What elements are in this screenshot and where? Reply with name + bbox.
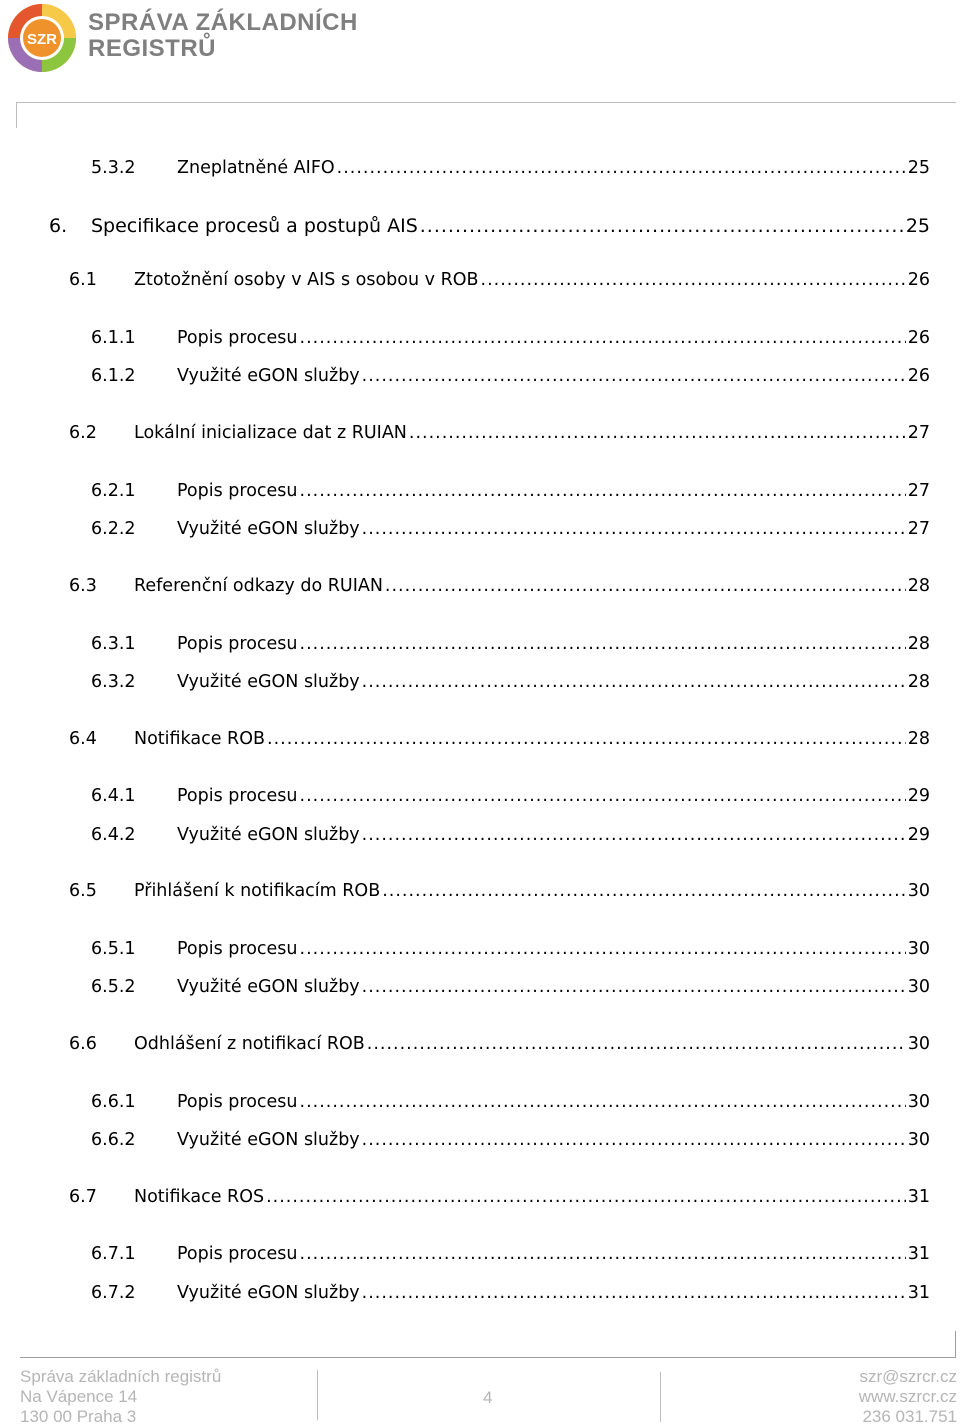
toc-page: 30 [907, 939, 930, 959]
toc-number: 6.1.1 [91, 328, 136, 348]
footer-phone: 236 031.751 [862, 1407, 957, 1426]
toc-entry[interactable] [49, 214, 930, 238]
toc-entry[interactable] [91, 1242, 930, 1266]
toc-number: 6.3.2 [91, 672, 136, 692]
toc-number: 6.4.2 [91, 825, 136, 845]
footer-separator [317, 1370, 318, 1420]
toc-entry[interactable] [91, 1128, 930, 1152]
toc-leader [385, 574, 906, 598]
toc-leader [267, 727, 906, 751]
toc-page: 31 [907, 1283, 930, 1303]
toc-entry[interactable] [69, 1185, 930, 1209]
toc-title: Využité eGON služby [177, 672, 360, 692]
toc-page: 26 [907, 366, 930, 386]
toc-number: 6.4.1 [91, 786, 136, 806]
toc-entry[interactable] [91, 479, 930, 503]
toc-page: 27 [907, 423, 930, 443]
toc-entry[interactable] [69, 574, 930, 598]
toc-number: 6.7.2 [91, 1283, 136, 1303]
toc-leader [300, 632, 906, 656]
toc-leader [300, 937, 906, 961]
toc-entry[interactable] [91, 364, 930, 388]
toc-title: Lokální inicializace dat z RUIAN [134, 423, 407, 443]
toc-page: 30 [907, 881, 930, 901]
toc-number: 6.3 [69, 576, 97, 596]
toc-title: Popis procesu [177, 634, 298, 654]
toc-number: 6.4 [69, 729, 97, 749]
toc-title: Notifikace ROS [134, 1187, 265, 1207]
toc-entry[interactable] [91, 1281, 930, 1305]
toc-number: 5.3.2 [91, 158, 136, 178]
toc-number: 6.6.2 [91, 1130, 136, 1150]
toc-page: 28 [907, 576, 930, 596]
toc-number: 6.5 [69, 881, 97, 901]
footer-email[interactable]: szr@szrcr.cz [859, 1367, 957, 1386]
toc-title: Popis procesu [177, 481, 298, 501]
toc-title: Specifikace procesů a postupů AIS [91, 215, 418, 237]
toc-title: Referenční odkazy do RUIAN [134, 576, 383, 596]
toc-page: 28 [907, 672, 930, 692]
toc-entry[interactable] [91, 784, 930, 808]
toc-page: 27 [907, 519, 930, 539]
toc-entry[interactable] [91, 326, 930, 350]
toc-number: 6.1 [69, 270, 97, 290]
footer-rule [20, 1357, 956, 1358]
toc-entry[interactable] [91, 1090, 930, 1114]
toc-leader [362, 364, 906, 388]
organization-name-line1: SPRÁVA ZÁKLADNÍCH [88, 9, 358, 36]
toc-page: 25 [905, 215, 930, 237]
toc-page: 30 [907, 977, 930, 997]
toc-title: Využité eGON služby [177, 825, 360, 845]
logo-text: SZR [27, 31, 57, 48]
toc-entry[interactable] [91, 632, 930, 656]
toc-leader [362, 823, 906, 847]
toc-leader [362, 670, 906, 694]
toc-title: Využité eGON služby [177, 519, 360, 539]
toc-page: 29 [907, 786, 930, 806]
toc-leader [362, 1128, 906, 1152]
toc-leader [362, 1281, 906, 1305]
toc-leader [266, 1185, 906, 1209]
toc-page: 28 [907, 729, 930, 749]
toc-title: Popis procesu [177, 786, 298, 806]
toc-entry[interactable] [91, 937, 930, 961]
toc-leader [337, 156, 906, 180]
toc-number: 6.2 [69, 423, 97, 443]
toc-title: Využité eGON služby [177, 977, 360, 997]
toc-page: 30 [907, 1034, 930, 1054]
toc-number: 6.2.1 [91, 481, 136, 501]
toc-leader [382, 879, 906, 903]
toc-entry[interactable] [91, 156, 930, 180]
toc-entry[interactable] [69, 1032, 930, 1056]
toc-leader [300, 326, 906, 350]
szr-logo [6, 2, 78, 74]
toc-leader [420, 214, 904, 238]
footer-contact [859, 1367, 957, 1427]
toc-page: 27 [907, 481, 930, 501]
toc-entry[interactable] [69, 421, 930, 445]
header-rule [16, 102, 956, 103]
toc-number: 6. [49, 215, 68, 237]
toc-entry[interactable] [91, 517, 930, 541]
toc-number: 6.5.2 [91, 977, 136, 997]
toc-leader [300, 479, 906, 503]
toc-leader [362, 517, 906, 541]
toc-number: 6.1.2 [91, 366, 136, 386]
toc-page: 31 [907, 1187, 930, 1207]
toc-title: Popis procesu [177, 328, 298, 348]
footer-address [20, 1367, 221, 1427]
toc-leader [300, 1090, 906, 1114]
footer-city: 130 00 Praha 3 [20, 1407, 137, 1426]
toc-title: Popis procesu [177, 1092, 298, 1112]
toc-leader [362, 975, 906, 999]
toc-number: 6.6 [69, 1034, 97, 1054]
toc-title: Přihlášení k notifikacím ROB [134, 881, 381, 901]
toc-leader [300, 784, 906, 808]
toc-title: Notifikace ROB [134, 729, 265, 749]
toc-leader [409, 421, 906, 445]
organization-name-line2: REGISTRŮ [88, 35, 217, 62]
toc-page: 30 [907, 1092, 930, 1112]
footer-web[interactable]: www.szrcr.cz [858, 1387, 957, 1406]
header-rule-tick [16, 102, 17, 128]
toc-title: Ztotožnění osoby v AIS s osobou v ROB [134, 270, 479, 290]
toc-leader [481, 268, 906, 292]
toc-title: Zneplatněné AIFO [177, 158, 335, 178]
toc-page: 29 [907, 825, 930, 845]
toc-number: 6.6.1 [91, 1092, 136, 1112]
toc-title: Popis procesu [177, 939, 298, 959]
toc-page: 26 [907, 328, 930, 348]
toc-title: Využité eGON služby [177, 366, 360, 386]
toc-number: 6.5.1 [91, 939, 136, 959]
toc-page: 28 [907, 634, 930, 654]
organization-name [88, 10, 358, 62]
footer-street: Na Vápence 14 [20, 1387, 138, 1406]
toc-entry[interactable] [91, 975, 930, 999]
toc-leader [367, 1032, 906, 1056]
toc-title: Odhlášení z notifikací ROB [134, 1034, 365, 1054]
footer-page-number: 4 [483, 1388, 493, 1407]
toc-entry[interactable] [69, 727, 930, 751]
toc-number: 6.2.2 [91, 519, 136, 539]
toc-number: 6.7.1 [91, 1244, 136, 1264]
toc-leader [300, 1242, 906, 1266]
toc-number: 6.3.1 [91, 634, 136, 654]
toc-entry[interactable] [91, 823, 930, 847]
footer-rule-tick [955, 1331, 956, 1358]
toc-entry[interactable] [69, 879, 930, 903]
toc-entry[interactable] [91, 670, 930, 694]
toc-page: 26 [907, 270, 930, 290]
footer-org: Správa základních registrů [20, 1367, 222, 1386]
toc-page: 25 [907, 158, 930, 178]
toc-title: Využité eGON služby [177, 1130, 360, 1150]
toc-number: 6.7 [69, 1187, 97, 1207]
toc-title: Využité eGON služby [177, 1283, 360, 1303]
toc-page: 31 [907, 1244, 930, 1264]
toc-page: 30 [907, 1130, 930, 1150]
toc-entry[interactable] [69, 268, 930, 292]
footer-separator [660, 1372, 661, 1422]
toc-title: Popis procesu [177, 1244, 298, 1264]
